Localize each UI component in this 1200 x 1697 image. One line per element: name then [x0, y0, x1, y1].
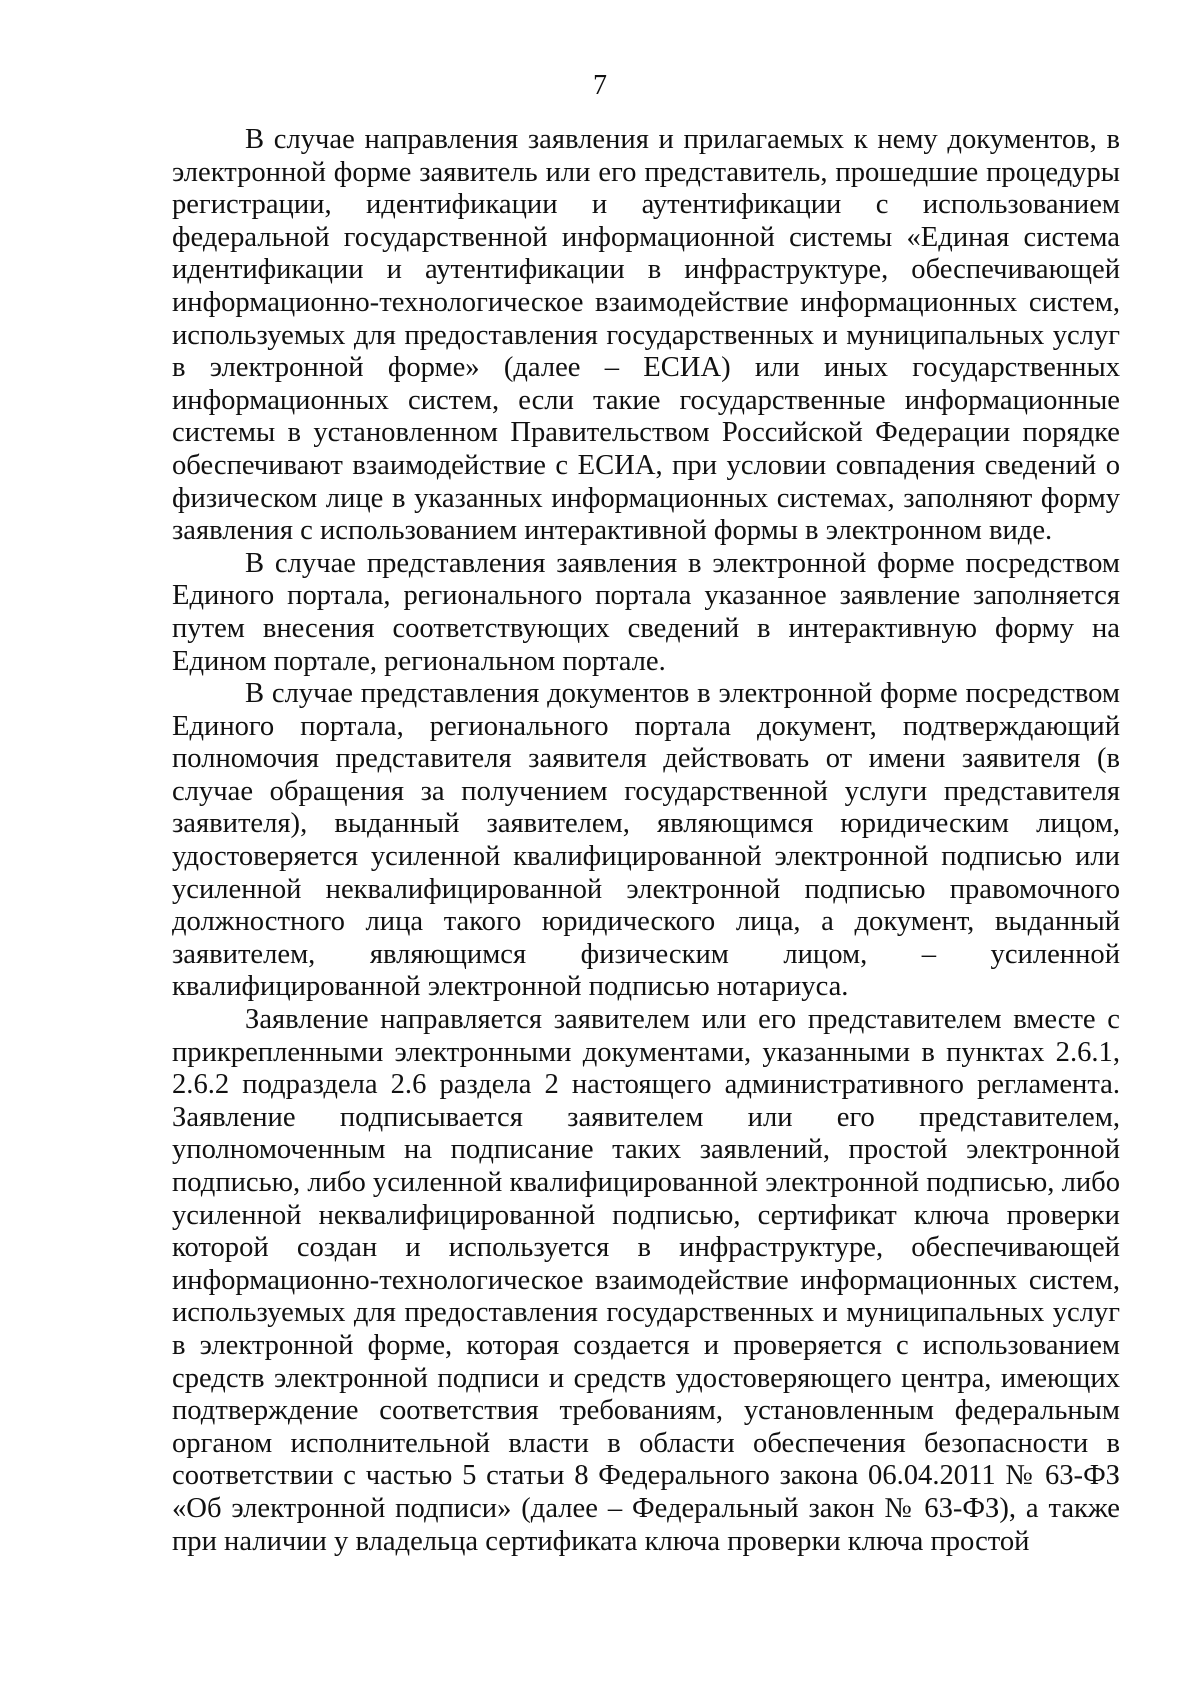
paragraph-portal-application: В случае представления заявления в электронной форме посредством Единого портала, регионального портала указанное заявление заполняется путем внесения соответствующих сведений в интерактивную форму на Едином портале, региональном портале. — [172, 547, 1120, 677]
paragraph-electronic-application: В случае направления заявления и прилагаемых к нему документов, в электронной форме заявитель или его представитель, прошедшие процедуры регистрации, идентификации и аутентификации с использованием федеральной государственной информационной системы «Единая система идентификации и аутентификации в инфраструктуре, обеспечивающей информационно-технологическое взаимодействие информационных систем, используемых для предоставления государственных и муниципальных услуг в электронной форме» (далее – ЕСИА) или иных государственных информационных систем, если такие государственные информационные системы в установленном Правительством Российской Федерации порядке обеспечивают взаимодействие с ЕСИА, при условии совпадения сведений о физическом лице в указанных информационных системах, заполняют форму заявления с использованием интерактивной формы в электронном виде. — [172, 124, 1120, 547]
document-body — [172, 124, 1120, 1558]
paragraph-signature-requirements: Заявление направляется заявителем или его представителем вместе с прикрепленными электронными документами, указанными в пунктах 2.6.1, 2.6.2 подраздела 2.6 раздела 2 настоящего административного регламента. Заявление подписывается заявителем или его представителем, уполномоченным на подписание таких заявлений, простой электронной подписью, либо усиленной квалифицированной электронной подписью, либо усиленной неквалифицированной подписью, сертификат ключа проверки которой создан и используется в инфраструктуре, обеспечивающей информационно-технологическое взаимодействие информационных систем, используемых для предоставления государственных и муниципальных услуг в электронной форме, которая создается и проверяется с использованием средств электронной подписи и средств удостоверяющего центра, имеющих подтверждение соответствия требованиям, установленным федеральным органом исполнительной власти в области обеспечения безопасности в соответствии с частью 5 статьи 8 Федерального закона 06.04.2011 № 63-ФЗ «Об электронной подписи» (далее – Федеральный закон № 63-ФЗ), а также при наличии у владельца сертификата ключа проверки ключа простой — [172, 1004, 1120, 1557]
page-number: 7 — [593, 70, 607, 101]
paragraph-representative-documents: В случае представления документов в электронной форме посредством Единого портала, регионального портала документ, подтверждающий полномочия представителя заявителя действовать от имени заявителя (в случае обращения за получением государственной услуги представителя заявителя), выданный заявителем, являющимся юридическим лицом, удостоверяется усиленной квалифицированной электронной подписью или усиленной неквалифицированной электронной подписью правомочного должностного лица такого юридического лица, а документ, выданный заявителем, являющимся физическим лицом, – усиленной квалифицированной электронной подписью нотариуса. — [172, 678, 1120, 1003]
